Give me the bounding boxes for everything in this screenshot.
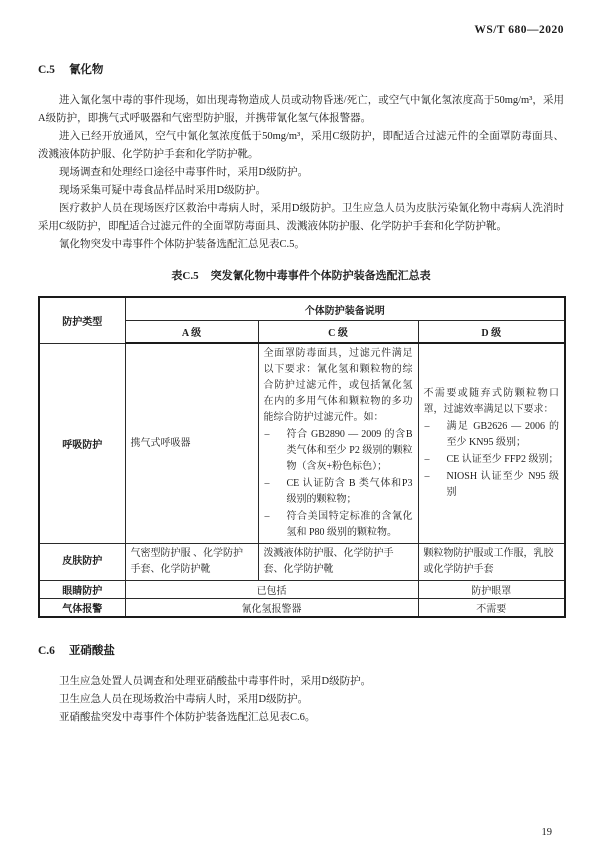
header-protection-type: 防护类型 <box>39 297 125 343</box>
cell-alarm-ac: 氰化氢报警器 <box>125 599 418 618</box>
doc-number: WS/T 680—2020 <box>474 24 564 36</box>
table-row-skin <box>39 544 565 581</box>
list-item <box>424 452 560 468</box>
header-equipment-group: 个体防护装备说明 <box>125 297 565 321</box>
table-row-alarm <box>39 599 565 618</box>
section-c5-title: 氰化物 <box>68 64 104 76</box>
cell-respiratory-d <box>418 343 565 544</box>
list-item-text: 符合美国特定标准的含氰化氢和 P80 级别的颗粒物。 <box>286 511 413 538</box>
section-c6-heading <box>38 644 564 658</box>
dash-marker: – <box>264 511 270 522</box>
page-number: 19 <box>541 827 552 838</box>
row-label-alarm: 气体报警 <box>39 599 125 618</box>
list-item-text: CE 认证防含 B 类气体和P3 级别的颗粒物； <box>286 478 413 505</box>
section-c6-title: 亚硝酸盐 <box>68 645 115 657</box>
respiratory-d-intro: 不需要或随弃式防颗粒物口罩，过滤效率满足以下要求： <box>423 388 559 415</box>
cell-skin-d: 颗粒物防护服或工作服，乳胶或化学防护手套 <box>418 544 565 581</box>
cell-skin-c: 泼溅液体防护服、化学防护手套、化学防护靴 <box>258 544 418 581</box>
dash-marker: – <box>264 478 270 489</box>
table-row-respiratory <box>39 343 565 544</box>
cell-eye-ac: 已包括 <box>125 581 418 599</box>
list-item <box>264 509 413 541</box>
list-item-text: NIOSH 认证至少 N95 级别 <box>446 471 559 498</box>
paragraph: 现场采集可疑中毒食品样品时采用D级防护。 <box>59 185 267 196</box>
paragraph: 现场调查和处理经口途径中毒事件时，采用D级防护。 <box>59 167 309 178</box>
paragraph: 进入已经开放通风，空气中氰化氢浓度低于50mg/m³，采用C级防护，即配适合过滤元件的全面罩防毒面具、泼溅液体防护服、化学防护手套和化学防护靴。 <box>38 131 564 160</box>
dash-marker: – <box>424 421 430 432</box>
cell-respiratory-c <box>258 343 418 544</box>
cell-respiratory-a: 携气式呼吸器 <box>125 343 258 544</box>
header-level-c: C 级 <box>258 321 418 344</box>
list-item <box>424 419 560 451</box>
paragraph: 卫生应急人员在现场救治中毒病人时，采用D级防护。 <box>59 694 309 705</box>
list-item-text: 符合 GB2890 — 2009 的含B 类气体和至少 P2 级别的颗粒物（含灰+粉色标色）； <box>286 429 413 472</box>
section-c5-number: C.5 <box>38 64 55 76</box>
list-item-text: 满足 GB2626 — 2006 的至少 KN95 级别； <box>446 421 559 448</box>
cell-eye-d: 防护眼罩 <box>418 581 565 599</box>
paragraph: 卫生应急处置人员调查和处理亚硝酸盐中毒事件时，采用D级防护。 <box>59 676 372 687</box>
table-caption-title: 突发氰化物中毒事件个体防护装备选配汇总表 <box>210 270 431 282</box>
table-row-eye <box>39 581 565 599</box>
cell-skin-a: 气密型防护服 、化学防护手套、化学防护靴 <box>125 544 258 581</box>
section-c5-body <box>38 92 564 254</box>
dash-marker: – <box>424 471 430 482</box>
cell-alarm-d: 不需要 <box>418 599 565 618</box>
header-level-d: D 级 <box>418 321 565 344</box>
section-c6-body <box>38 673 564 727</box>
dash-marker: – <box>264 429 270 440</box>
table-caption <box>38 268 564 284</box>
respiratory-c-intro: 全面罩防毒面具，过滤元件满足以下要求：氰化氢和颗粒物的综合防护过滤元件，或包括氰化氢在内的多用气体和颗粒物的多功能综合防护过滤元件。如： <box>263 348 413 423</box>
dash-marker: – <box>424 454 430 465</box>
paragraph: 亚硝酸盐突发中毒事件个体防护装备选配汇总见表C.6。 <box>59 712 316 723</box>
paragraph: 氰化物突发中毒事件个体防护装备选配汇总见表C.5。 <box>59 239 305 250</box>
list-item <box>264 476 413 508</box>
row-label-skin: 皮肤防护 <box>39 544 125 581</box>
header-level-a: A 级 <box>125 321 258 344</box>
paragraph: 医疗救护人员在现场医疗区救治中毒病人时，采用D级防护。卫生应急人员为皮肤污染氰化物中毒病人洗消时采用C级防护，即配适合过滤元件的全面罩防毒面具、泼溅液体防护服、化学防护手套和化学防护靴。 <box>38 203 564 232</box>
ppe-selection-table <box>38 296 566 618</box>
table-caption-number: 表C.5 <box>171 270 199 282</box>
section-c6-number: C.6 <box>38 645 55 657</box>
row-label-eye: 眼睛防护 <box>39 581 125 599</box>
paragraph: 进入氰化氢中毒的事件现场，如出现毒物造成人员或动物昏迷/死亡，或空气中氰化氢浓度高于50mg/m³，采用A级防护，即携气式呼吸器和气密型防护服，并携带氰化氢气体报警器。 <box>38 95 564 124</box>
row-label-respiratory: 呼吸防护 <box>39 343 125 544</box>
section-c5-heading <box>38 63 564 77</box>
list-item <box>264 427 413 475</box>
list-item <box>424 469 560 501</box>
list-item-text: CE 认证至少 FFP2 级别； <box>446 454 559 465</box>
